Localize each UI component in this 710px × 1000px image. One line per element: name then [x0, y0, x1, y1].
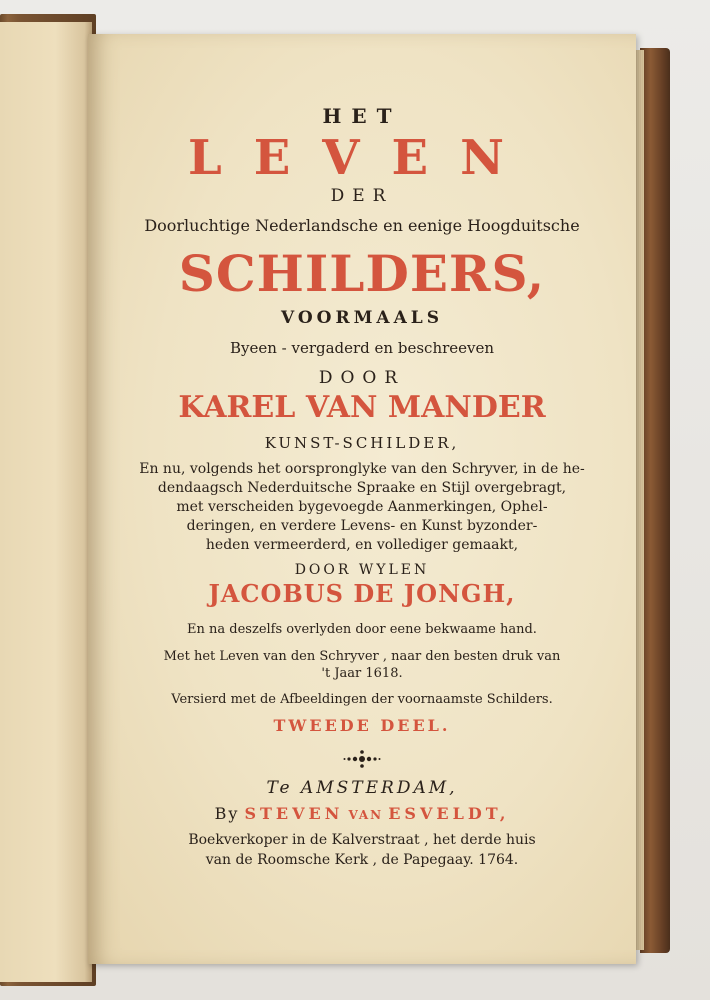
left-page	[0, 22, 92, 982]
publisher-first-name: STEVEN	[244, 804, 344, 823]
volume-label: TWEEDE DEEL.	[273, 716, 451, 735]
imprint-publisher	[88, 804, 636, 823]
imprint-by: By	[214, 804, 240, 823]
life-note	[88, 648, 636, 682]
door-wylen: DOOR WYLEN	[294, 562, 430, 578]
publisher-van: VAN	[348, 808, 384, 822]
title-der: DER	[330, 186, 394, 206]
imprint-address	[88, 830, 636, 870]
printers-ornament-icon	[342, 748, 382, 770]
author-name: KAREL VAN MANDER	[178, 390, 546, 425]
title-leven: LEVEN	[187, 130, 537, 186]
title-door: DOOR	[318, 368, 406, 388]
posthumous-note: En na deszelfs overlyden door eene bekwaame hand.	[187, 622, 537, 637]
description-line: En nu, volgends het oorspronglyke van den Schryver, in de he-	[139, 461, 585, 477]
imprint-place: Te AMSTERDAM,	[266, 778, 458, 798]
title-het: HET	[322, 104, 402, 128]
title-page	[88, 34, 636, 964]
title-byeen: Byeen - vergaderd en beschreeven	[229, 339, 495, 357]
life-note-line: 't Jaar 1618.	[321, 666, 403, 681]
title-schilders: SCHILDERS,	[178, 244, 546, 303]
illustrations-note: Versierd met de Afbeeldingen der voornaamste Schilders.	[171, 692, 553, 707]
author-role: KUNST-SCHILDER,	[264, 434, 460, 452]
publisher-last-name: ESVELDT,	[388, 804, 510, 823]
title-subtitle: Doorluchtige Nederlandsche en eenige Hoogduitsche	[144, 216, 580, 235]
title-voormaals: VOORMAALS	[280, 308, 444, 328]
imprint-line: van de Roomsche Kerk , de Papegaay. 1764.	[205, 852, 519, 868]
title-text-block	[88, 34, 636, 964]
leather-cover-right	[640, 48, 670, 953]
description-line: heden vermeerderd, en vollediger gemaakt,	[205, 537, 519, 553]
editor-name: JACOBUS DE JONGH,	[208, 579, 516, 608]
description-paragraph	[88, 460, 636, 555]
imprint-line: Boekverkoper in de Kalverstraat , het derde huis	[188, 832, 536, 848]
description-line: dendaagsch Nederduitsche Spraake en Stijl overgebragt,	[157, 480, 567, 496]
description-line: met verscheiden bygevoegde Aanmerkingen, Ophel-	[176, 499, 548, 515]
life-note-line: Met het Leven van den Schryver , naar den besten druk van	[163, 649, 561, 664]
description-line: deringen, en verdere Levens- en Kunst byzonder-	[186, 518, 538, 534]
